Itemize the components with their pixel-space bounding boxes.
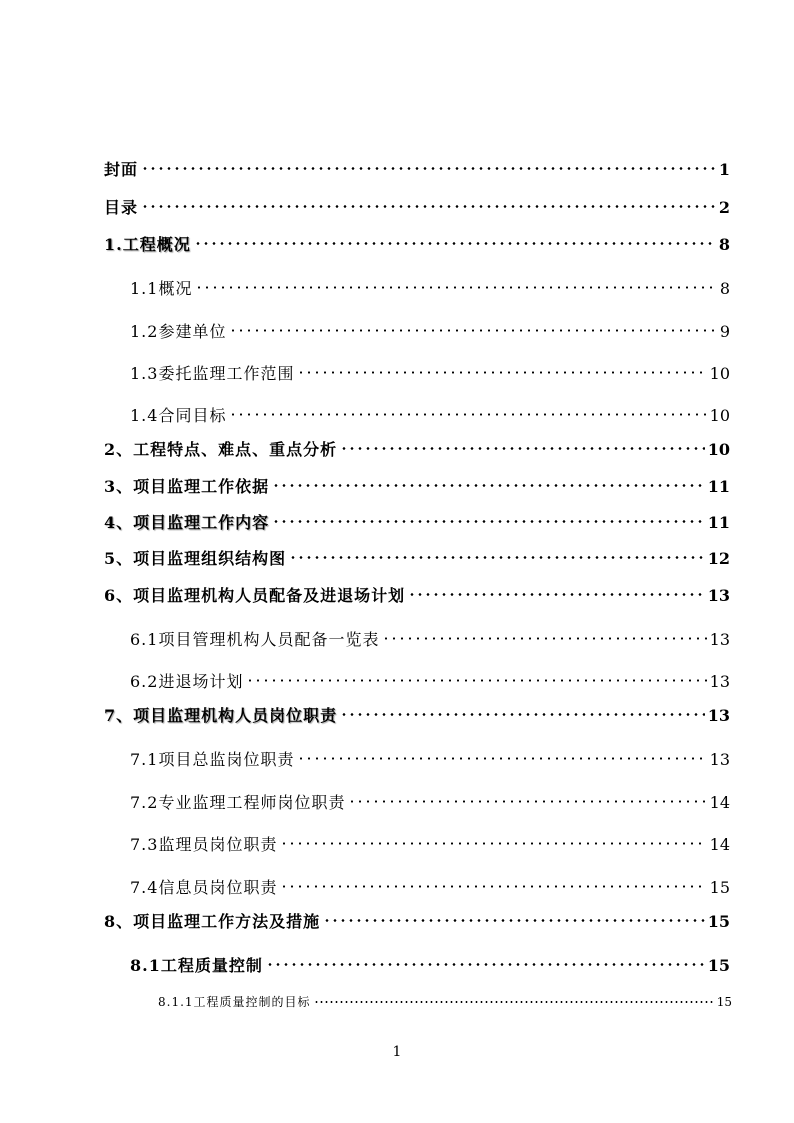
toc-entry-title: 1.4合同目标 <box>130 406 227 425</box>
toc-entry-title: 6.1项目管理机构人员配备一览表 <box>130 630 380 649</box>
toc-entry[interactable] <box>104 470 730 498</box>
toc-entry[interactable] <box>104 542 730 570</box>
toc-entry-title: 1.2参建单位 <box>130 322 227 341</box>
toc-entry-title: 7.1项目总监岗位职责 <box>130 750 295 769</box>
toc-entry-title: 5、项目监理组织结构图 <box>104 549 287 568</box>
toc-entry-page: 15 <box>707 912 730 931</box>
toc-entry[interactable] <box>130 272 730 300</box>
toc-entry-page: 15 <box>709 878 730 897</box>
toc-leader-dots <box>408 579 705 601</box>
toc-entry[interactable] <box>130 357 730 385</box>
toc-entry-page: 13 <box>709 750 730 769</box>
toc-entry-page: 13 <box>709 630 730 649</box>
toc-leader-dots <box>141 153 716 175</box>
toc-entry[interactable] <box>104 191 730 219</box>
toc-entry-page: 14 <box>709 793 730 812</box>
toc-leader-dots <box>340 699 705 721</box>
toc-entry-page: 12 <box>707 549 730 568</box>
toc-leader-dots <box>280 828 706 850</box>
toc-entry[interactable] <box>130 743 730 771</box>
toc-entry-title: 7.4信息员岗位职责 <box>130 878 278 897</box>
toc-leader-dots <box>382 623 706 645</box>
toc-entry[interactable] <box>104 433 730 461</box>
toc-leader-dots <box>229 399 706 421</box>
toc-entry-page: 8 <box>719 279 730 298</box>
toc-entry-title: 7、项目监理机构人员岗位职责 <box>104 706 338 725</box>
toc-entry[interactable] <box>130 665 730 693</box>
toc-leader-dots <box>280 871 706 893</box>
toc-leader-dots <box>297 357 706 379</box>
toc-entry-page: 10 <box>709 364 730 383</box>
toc-entry-title: 7.3监理员岗位职责 <box>130 835 278 854</box>
toc-leader-dots <box>348 786 706 808</box>
toc-entry-page: 9 <box>719 322 730 341</box>
toc-entry-title: 目录 <box>104 198 139 217</box>
toc-leader-dots <box>297 743 706 765</box>
toc-entry-page: 10 <box>707 440 730 459</box>
toc-entry-title: 8.1.1工程质量控制的目标 <box>158 995 311 1009</box>
toc-entry-page: 13 <box>707 706 730 725</box>
toc-leader-dots <box>141 191 716 213</box>
toc-entry-title: 4、项目监理工作内容 <box>104 513 270 532</box>
toc-entry[interactable] <box>104 228 730 256</box>
toc-entry-page: 15 <box>707 956 730 975</box>
toc-entry-page: 2 <box>718 198 730 217</box>
toc-entry[interactable] <box>158 990 732 1010</box>
toc-entry-title: 8.1工程质量控制 <box>130 956 263 975</box>
toc-leader-dots <box>246 665 706 687</box>
toc-entry-title: 3、项目监理工作依据 <box>104 477 270 496</box>
toc-entry[interactable] <box>104 579 730 607</box>
toc-entry[interactable] <box>130 828 730 856</box>
toc-leader-dots <box>194 228 716 250</box>
toc-entry-page: 8 <box>718 235 730 254</box>
toc-entry-page: 13 <box>707 586 730 605</box>
toc-entry-page: 11 <box>707 477 730 496</box>
toc-entry-page: 11 <box>707 513 730 532</box>
toc-entry-title: 1.工程概况 <box>104 235 191 254</box>
toc-entry-title: 6、项目监理机构人员配备及进退场计划 <box>104 586 406 605</box>
toc-entry[interactable] <box>130 315 730 343</box>
toc-entry-page: 10 <box>709 406 730 425</box>
toc-entry-page: 15 <box>716 995 732 1009</box>
toc-entry[interactable] <box>104 905 730 933</box>
toc-entry-page: 1 <box>718 160 730 179</box>
toc-entry-page: 13 <box>709 672 730 691</box>
toc-leader-dots <box>229 315 716 337</box>
toc-entry[interactable] <box>130 786 730 814</box>
toc-entry-title: 6.2进退场计划 <box>130 672 244 691</box>
toc-entry-page: 14 <box>709 835 730 854</box>
toc-leader-dots <box>314 990 714 1006</box>
toc-entry[interactable] <box>130 871 730 899</box>
toc-leader-dots <box>266 949 705 971</box>
toc-leader-dots <box>289 542 705 564</box>
toc-entry-title: 8、项目监理工作方法及措施 <box>104 912 321 931</box>
toc-entry[interactable] <box>104 506 730 534</box>
toc-entry-title: 2、工程特点、难点、重点分析 <box>104 440 338 459</box>
toc-leader-dots <box>272 470 705 492</box>
toc-entry-title: 7.2专业监理工程师岗位职责 <box>130 793 346 812</box>
toc-leader-dots <box>272 506 705 528</box>
toc-entry[interactable] <box>130 949 730 977</box>
toc-entry-title: 封面 <box>104 160 139 179</box>
toc-leader-dots <box>323 905 705 927</box>
page-number: 1 <box>392 1044 402 1060</box>
toc-leader-dots <box>195 272 716 294</box>
toc-entry-title: 1.3委托监理工作范围 <box>130 364 295 383</box>
toc-entry-title: 1.1概况 <box>130 279 193 298</box>
toc-entry[interactable] <box>104 699 730 727</box>
toc-entry[interactable] <box>104 153 730 181</box>
toc-entry[interactable] <box>130 623 730 651</box>
toc-entry[interactable] <box>130 399 730 427</box>
toc-leader-dots <box>340 433 705 455</box>
